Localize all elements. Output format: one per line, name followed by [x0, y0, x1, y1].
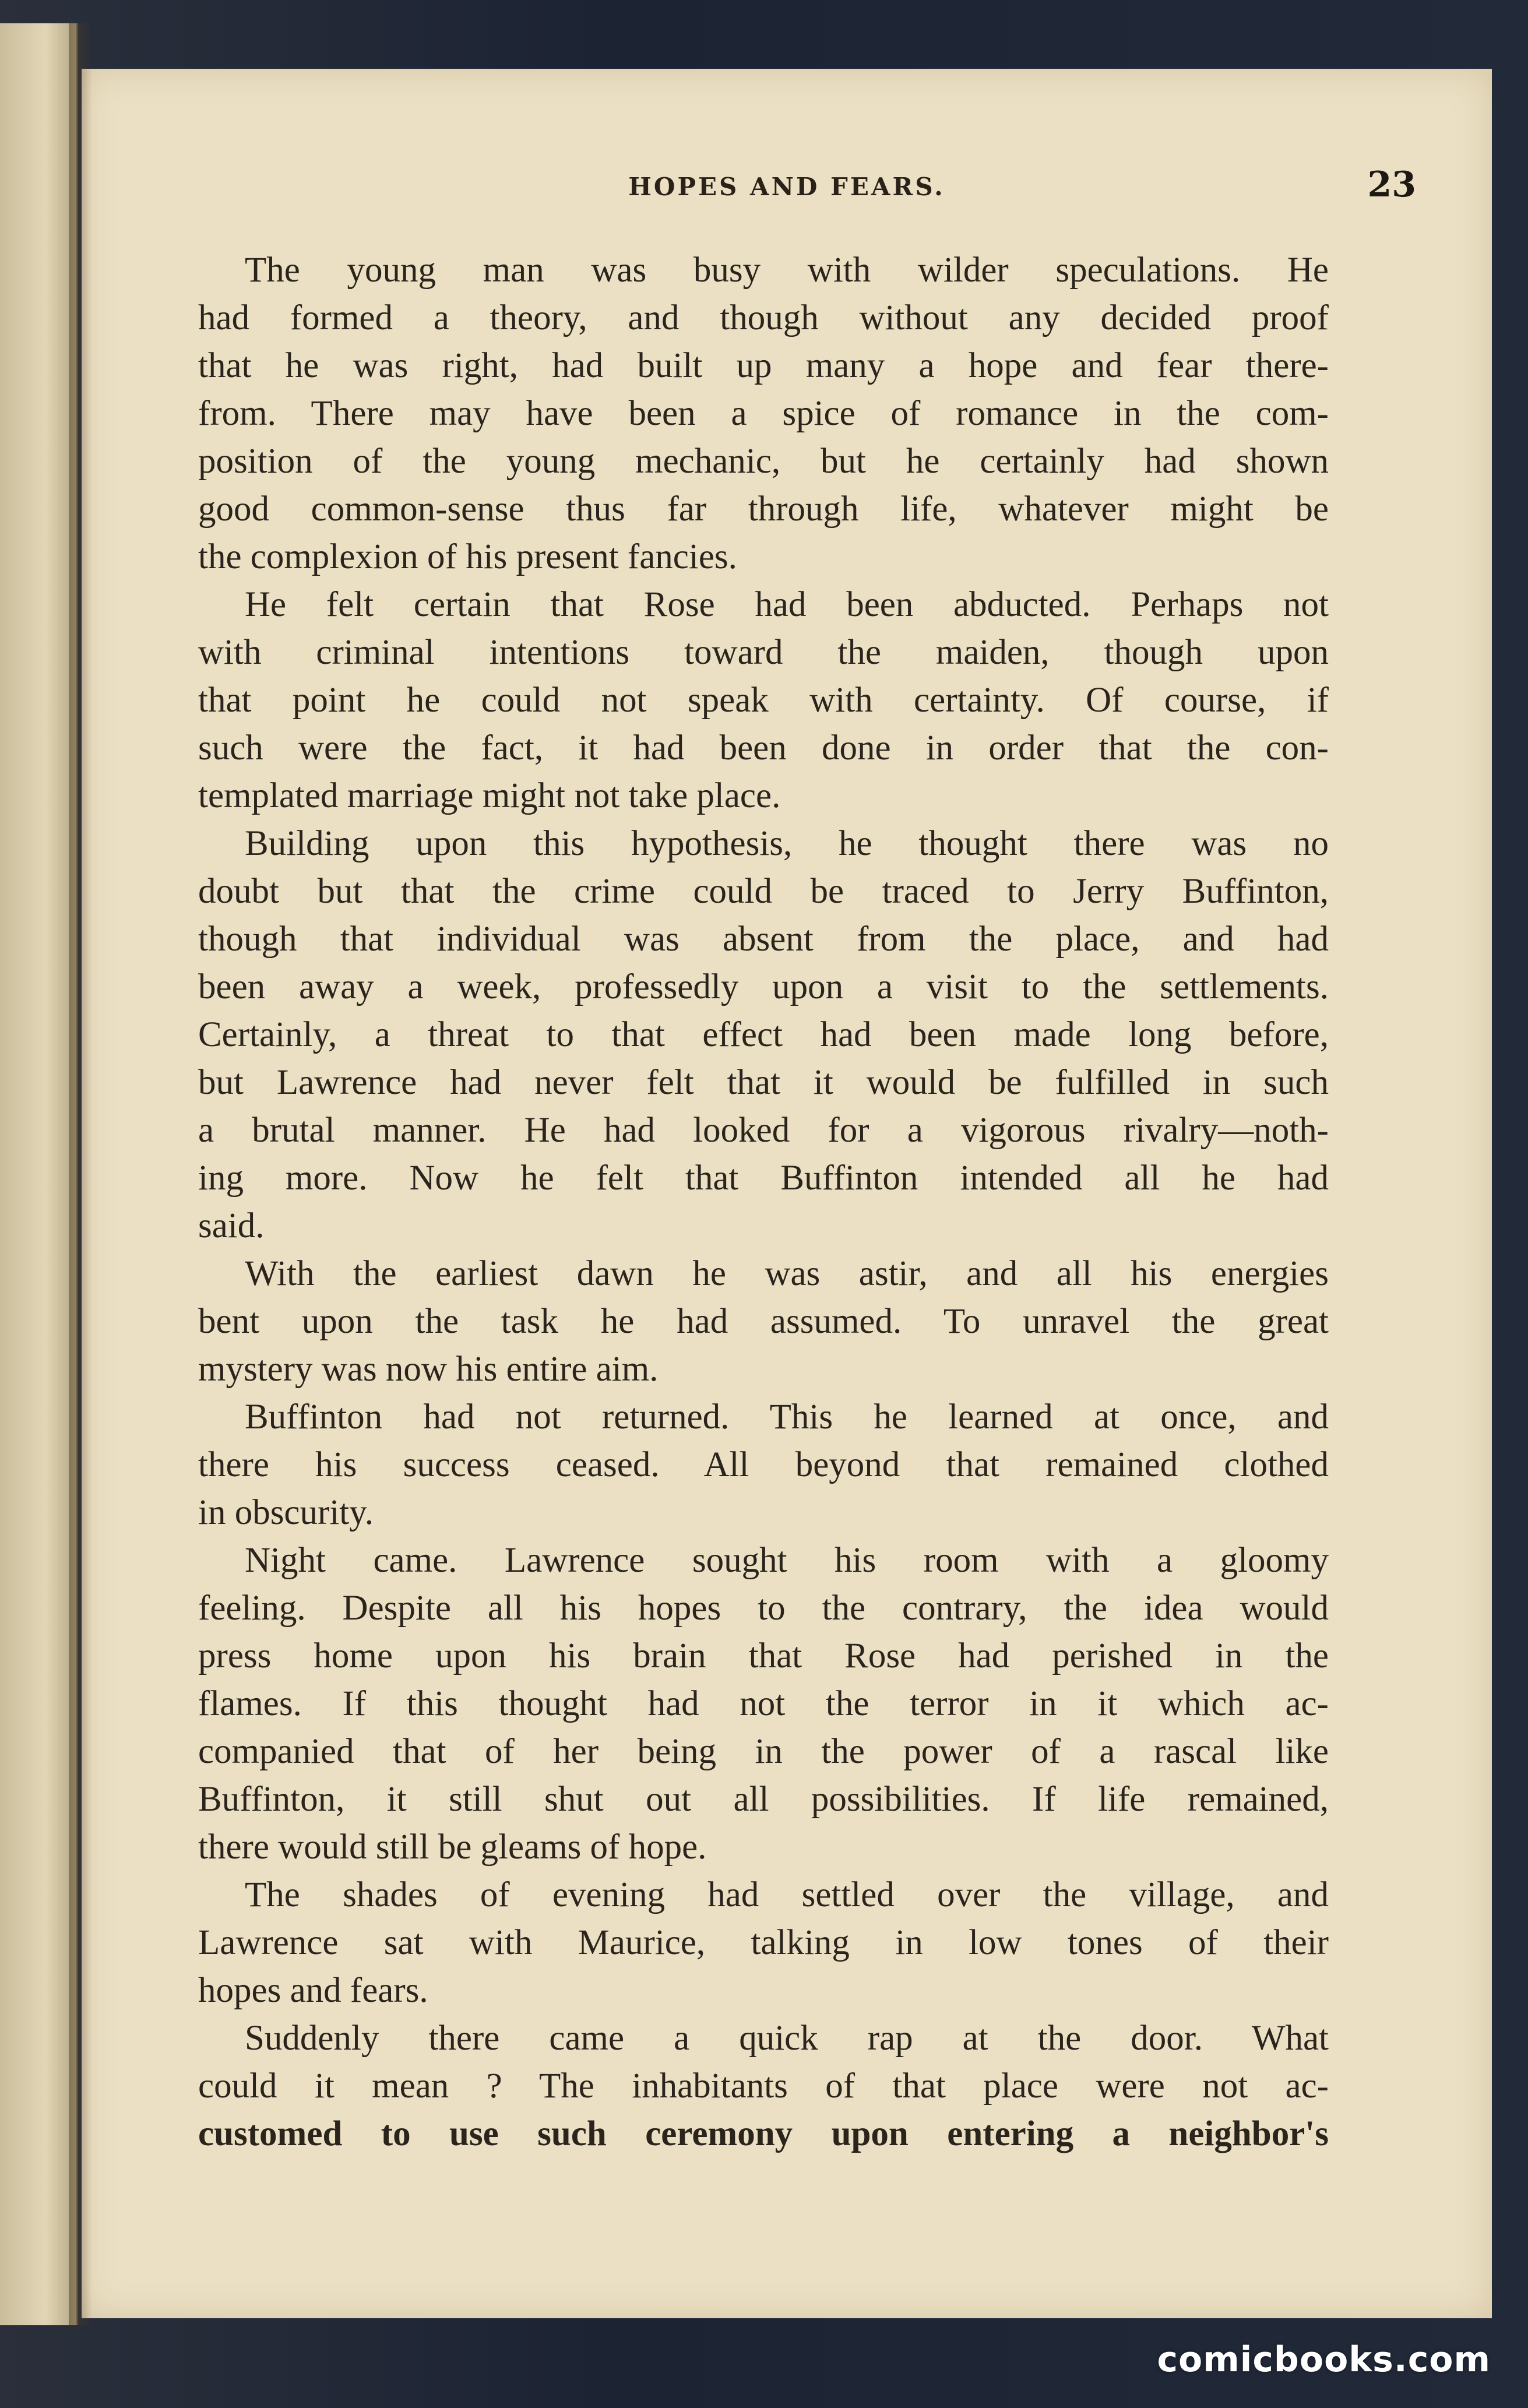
text-line: had formed a theory, and though without any decided proof	[198, 298, 1329, 337]
running-head: HOPES AND FEARS.	[628, 172, 945, 201]
spine-shadow	[69, 23, 92, 2325]
text-line: ing more. Now he felt that Buffinton intended all he had	[198, 1159, 1329, 1198]
text-line: Night came. Lawrence sought his room with a gloomy	[245, 1541, 1329, 1580]
text-line: doubt but that the crime could be traced to Jerry Buffinton,	[198, 872, 1329, 911]
text-line: press home upon his brain that Rose had perished in the	[198, 1636, 1329, 1675]
text-line: that point he could not speak with certainty. Of course, if	[198, 681, 1329, 720]
text-line: there his success ceased. All beyond that remained clothed	[198, 1445, 1329, 1484]
text-line: could it mean ? The inhabitants of that place were not ac-	[198, 2066, 1329, 2106]
text-line: bent upon the task he had assumed. To unravel the great	[198, 1302, 1329, 1341]
book-page	[82, 69, 1492, 2318]
text-line: said.	[198, 1206, 265, 1245]
text-line: Certainly, a threat to that effect had been made long before,	[198, 1015, 1329, 1054]
text-line: Suddenly there came a quick rap at the door. What	[245, 2019, 1329, 2058]
text-line: a brutal manner. He had looked for a vigorous rivalry—noth-	[198, 1111, 1329, 1150]
page-header	[82, 162, 1492, 209]
body-text	[198, 247, 1329, 2158]
text-line: been away a week, professedly upon a visit to the settlements.	[198, 967, 1329, 1006]
text-line: Buffinton, it still shut out all possibilities. If life remained,	[198, 1780, 1329, 1819]
text-line: The young man was busy with wilder speculations. He	[245, 251, 1329, 290]
text-line: mystery was now his entire aim.	[198, 1350, 659, 1389]
page-number: 23	[1367, 164, 1416, 205]
text-line: though that individual was absent from the place, and had	[198, 920, 1329, 959]
text-line: with criminal intentions toward the maiden, though upon	[198, 633, 1329, 672]
text-line: customed to use such ceremony upon entering a neighbor's	[198, 2114, 1329, 2153]
text-line: hopes and fears.	[198, 1971, 428, 2010]
text-line: but Lawrence had never felt that it would be fulfilled in such	[198, 1063, 1329, 1102]
text-line: that he was right, had built up many a hope and fear there-	[198, 346, 1329, 385]
text-line: feeling. Despite all his hopes to the contrary, the idea would	[198, 1589, 1329, 1628]
text-line: position of the young mechanic, but he certainly had shown	[198, 442, 1329, 481]
text-line: templated marriage might not take place.	[198, 776, 781, 815]
left-page-edge	[0, 23, 78, 2325]
text-line: With the earliest dawn he was astir, and all his energies	[245, 1254, 1329, 1293]
text-line: companied that of her being in the power of a rascal like	[198, 1732, 1329, 1771]
text-line: Building upon this hypothesis, he thought there was no	[245, 824, 1329, 863]
text-line: there would still be gleams of hope.	[198, 1828, 707, 1867]
text-line: Lawrence sat with Maurice, talking in low tones of their	[198, 1923, 1329, 1962]
text-line: He felt certain that Rose had been abducted. Perhaps not	[245, 585, 1329, 624]
text-line: the complexion of his present fancies.	[198, 537, 737, 576]
text-line: Buffinton had not returned. This he learned at once, and	[245, 1397, 1329, 1437]
text-line: in obscurity.	[198, 1493, 374, 1532]
text-line: such were the fact, it had been done in order that the con-	[198, 728, 1329, 768]
text-line: good common-sense thus far through life, whatever might be	[198, 490, 1329, 529]
text-line: flames. If this thought had not the terror in it which ac-	[198, 1684, 1329, 1723]
text-line: The shades of evening had settled over the village, and	[245, 1875, 1329, 1914]
watermark: comicbooks.com	[1157, 2339, 1491, 2380]
text-line: from. There may have been a spice of romance in the com-	[198, 394, 1329, 433]
